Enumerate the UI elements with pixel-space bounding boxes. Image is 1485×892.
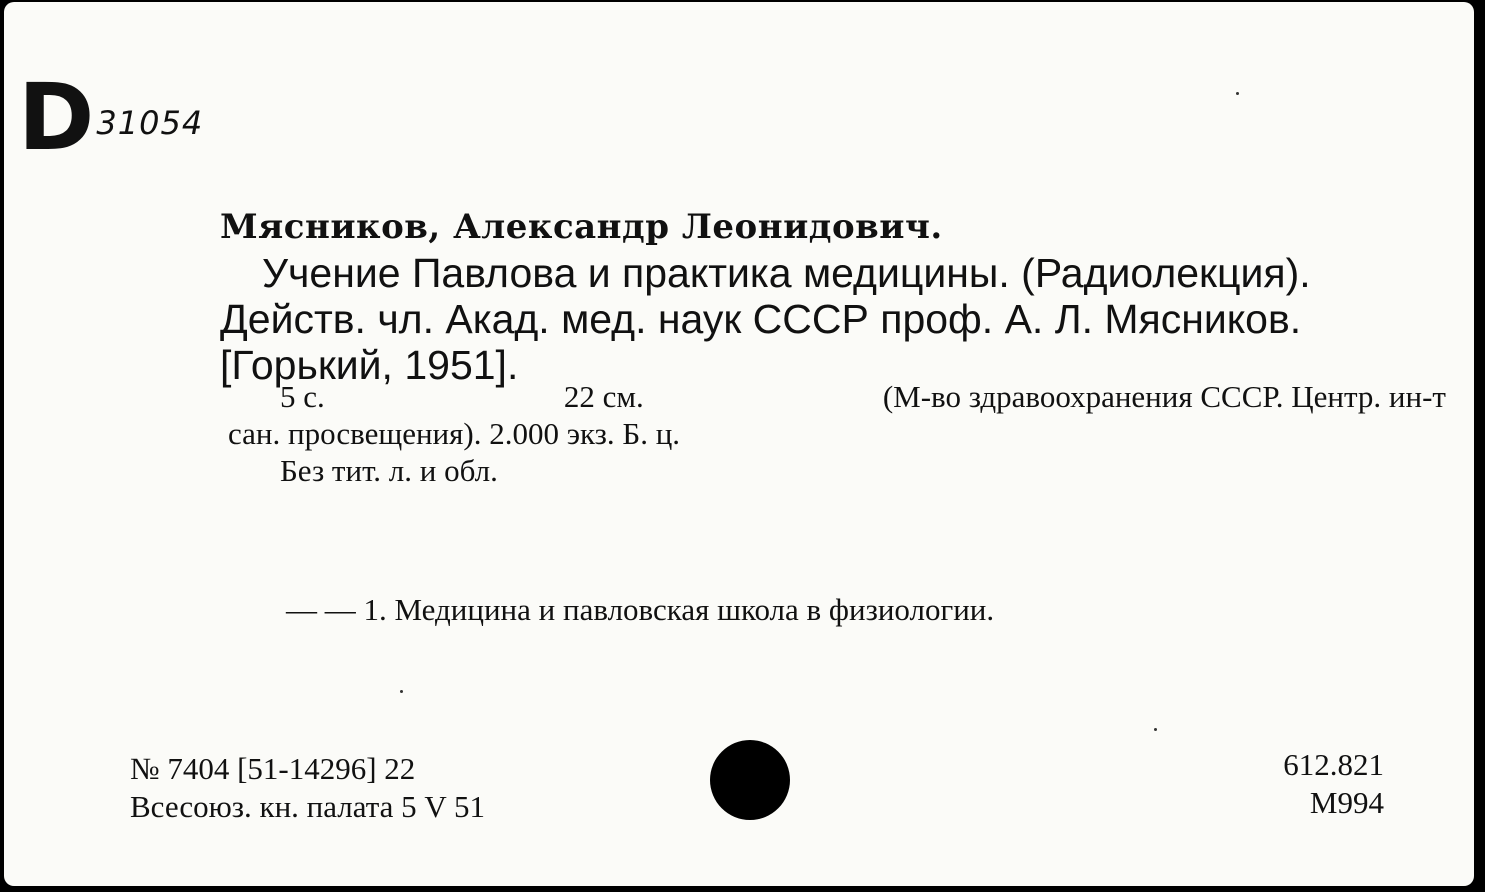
title-line: [Горький, 1951].	[220, 342, 519, 388]
physical-description	[228, 378, 1446, 415]
speck	[1154, 728, 1157, 731]
punch-hole	[710, 740, 790, 820]
series-start: (М-во здравоохранения СССР. Центр. ин-т	[882, 379, 1446, 414]
classification-mark	[1283, 746, 1384, 822]
series-continuation: сан. просвещения). 2.000 экз. Б. ц.	[228, 416, 681, 451]
speck	[400, 690, 403, 693]
author-mark: М994	[1309, 785, 1384, 820]
catalog-card	[4, 2, 1474, 886]
call-number-digits: 31054	[96, 104, 204, 142]
note: Без тит. л. и обл.	[280, 453, 498, 488]
registration-chamber: Всесоюз. кн. палата 5 V 51	[130, 789, 485, 824]
subject-heading: — — 1. Медицина и павловская школа в физиологии.	[286, 592, 995, 627]
classification-number: 612.821	[1283, 747, 1384, 782]
title-statement	[220, 250, 1400, 388]
pages: 5 с.	[280, 379, 325, 414]
registration	[130, 750, 485, 826]
title-line: Учение Павлова и практика медицины. (Радиолекция).	[262, 250, 1311, 296]
registration-number: № 7404 [51-14296] 22	[130, 751, 416, 786]
call-number	[18, 64, 204, 171]
call-number-letter: D	[18, 64, 95, 171]
size: 22 см.	[563, 379, 644, 414]
author-heading: Мясников, Александр Леонидович.	[220, 207, 943, 247]
speck	[1236, 92, 1239, 95]
title-line: Действ. чл. Акад. мед. наук СССР проф. А. Л. Мясников.	[220, 296, 1302, 342]
collation	[228, 378, 1446, 489]
